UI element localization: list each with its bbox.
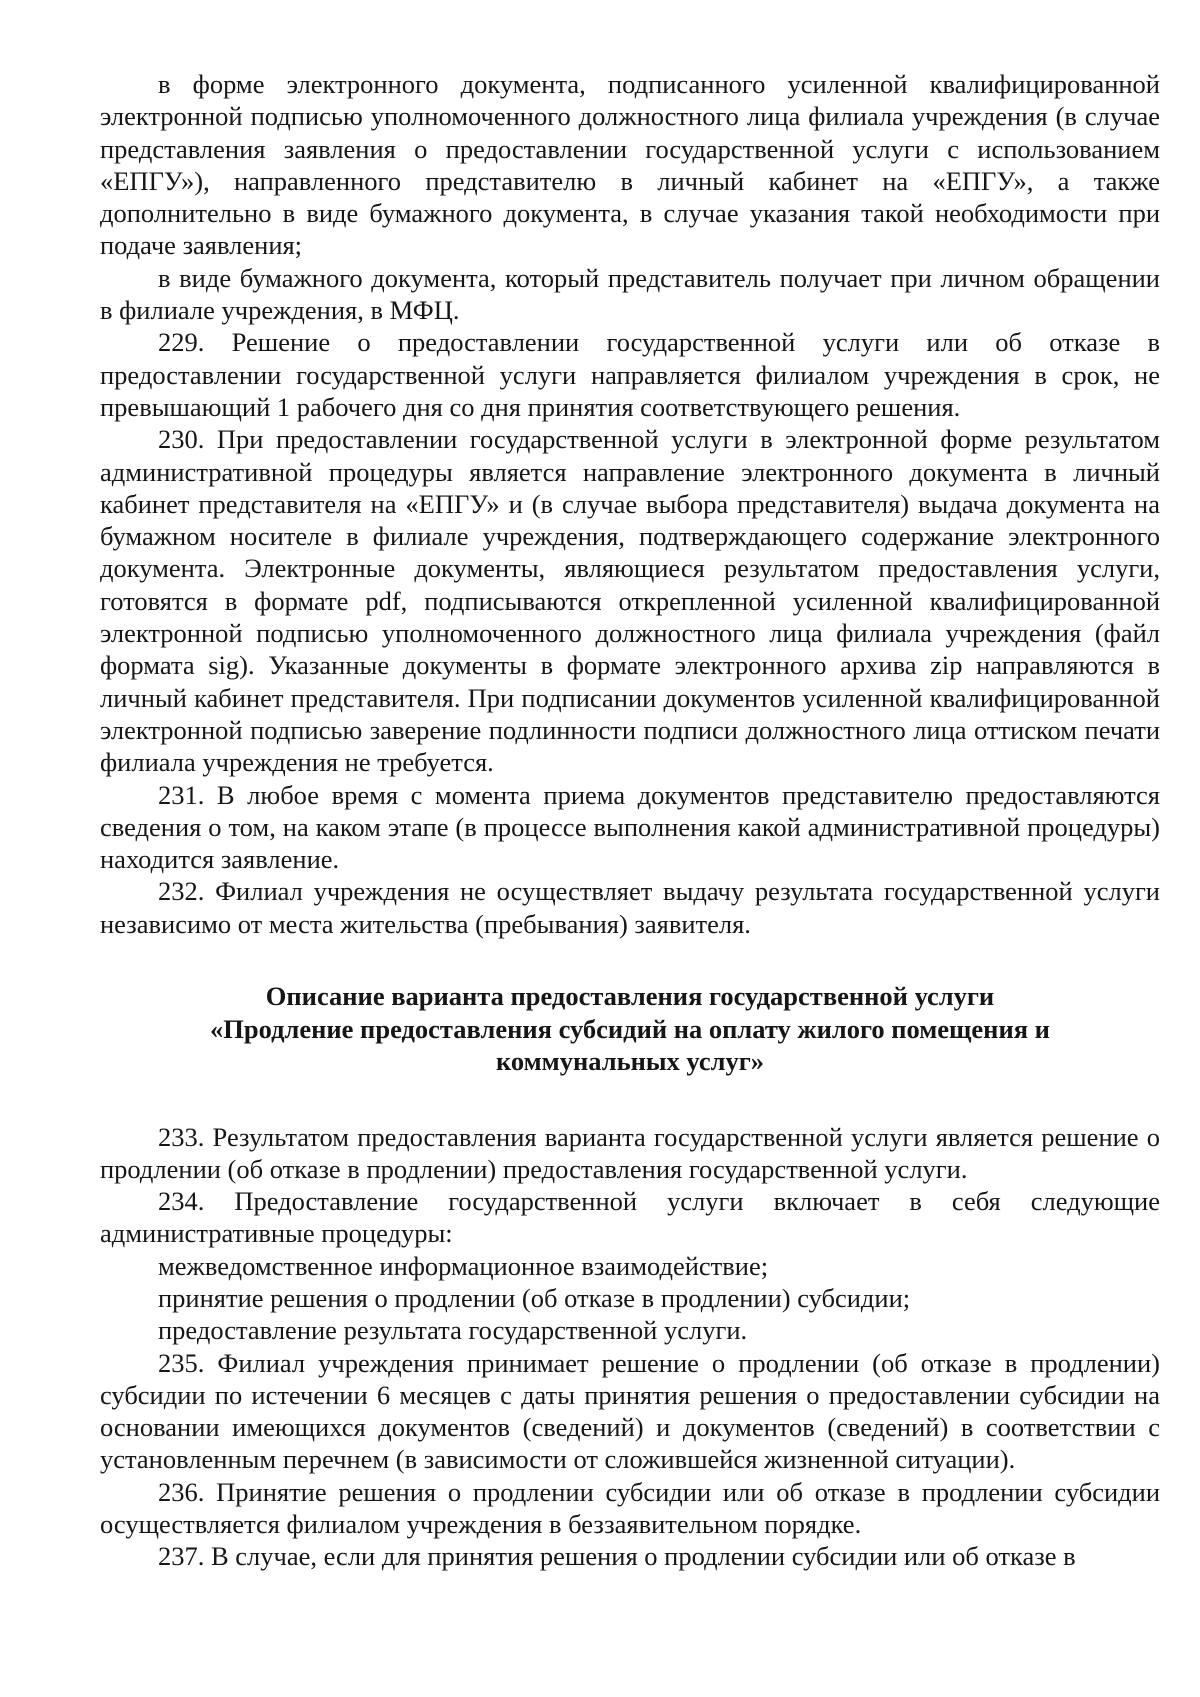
section-heading-line-3: коммунальных услуг» <box>495 1046 765 1077</box>
paragraph-electronic-result: в форме электронного документа, подписанного усиленной квалифицированной электронной подписью уполномоченного должностного лица филиала учреждения (в случае представления заявления о предоставлении государственной услуги с использованием «ЕПГУ»), направленного представителю в личный кабинет на «ЕПГУ», а также дополнительно в виде бумажного документа, в случае указания такой необходимости при подаче заявления; <box>100 69 1160 261</box>
paragraph-233: 233. Результатом предоставления варианта государственной услуги является решение о продлении (об отказе в продлении) предоставления государственной услуги. <box>100 1121 1160 1184</box>
section-heading-line-2: «Продление предоставления субсидий на оплату жилого помещения и <box>210 1013 1050 1044</box>
list-item-interagency: межведомственное информационное взаимодействие; <box>158 1250 769 1281</box>
section-heading <box>100 980 1160 1078</box>
document-page <box>100 68 1160 1573</box>
paragraph-232: 232. Филиал учреждения не осуществляет выдачу результата государственной услуги независимо от места жительства (пребывания) заявителя. <box>100 876 1160 939</box>
paragraph-237: 237. В случае, если для принятия решения о продлении субсидии или об отказе в <box>158 1541 1076 1572</box>
paragraph-236: 236. Принятие решения о продлении субсидии или об отказе в продлении субсидии осуществляется филиалом учреждения в беззаявительном порядке. <box>100 1476 1160 1540</box>
paragraph-230: 230. При предоставлении государственной услуги в электронной форме результатом административной процедуры является направление электронного документа в личный кабинет представителя на «ЕПГУ» и (в случае выбора представителя) выдача документа на бумажном носителе в филиале учреждения, подтверждающего содержание электронного документа. Электронные документы, являющиеся результатом предоставления услуги, готовятся в формате pdf, подписываются открепленной усиленной квалифицированной электронной подписью уполномоченного должностного лица филиала учреждения (файл формата sig). Указанные документы в формате электронного архива zip направляются в личный кабинет представителя. При подписании документов усиленной квалифицированной электронной подписью заверение подлинности подписи должностного лица оттиском печати филиала учреждения не требуется. <box>100 424 1160 778</box>
paragraph-229: 229. Решение о предоставлении государственной услуги или об отказе в предоставлении государственной услуги направляется филиалом учреждения в срок, не превышающий 1 рабочего дня со дня принятия соответствующего решения. <box>100 327 1160 422</box>
list-item-result: предоставление результата государственной услуги. <box>158 1315 748 1346</box>
section-heading-line-1: Описание варианта предоставления государственной услуги <box>265 981 995 1012</box>
paragraph-234: 234. Предоставление государственной услуги включает в себя следующие административные процедуры: <box>100 1186 1160 1249</box>
paragraph-paper-result: в виде бумажного документа, который представитель получает при личном обращении в филиале учреждения, в МФЦ. <box>100 262 1160 326</box>
list-item-decision: принятие решения о продлении (об отказе в продлении) субсидии; <box>158 1283 911 1313</box>
paragraph-231: 231. В любое время с момента приема документов представителю предоставляются сведения о том, на каком этапе (в процессе выполнения какой административной процедуры) находится заявление. <box>100 779 1160 875</box>
paragraph-235: 235. Филиал учреждения принимает решение о продлении (об отказе в продлении) субсидии по истечении 6 месяцев с даты принятия решения о предоставлении субсидии на основании имеющихся документов (сведений) и документов (сведений) в соответствии с установленным перечнем (в зависимости от сложившейся жизненной ситуации). <box>100 1347 1160 1475</box>
